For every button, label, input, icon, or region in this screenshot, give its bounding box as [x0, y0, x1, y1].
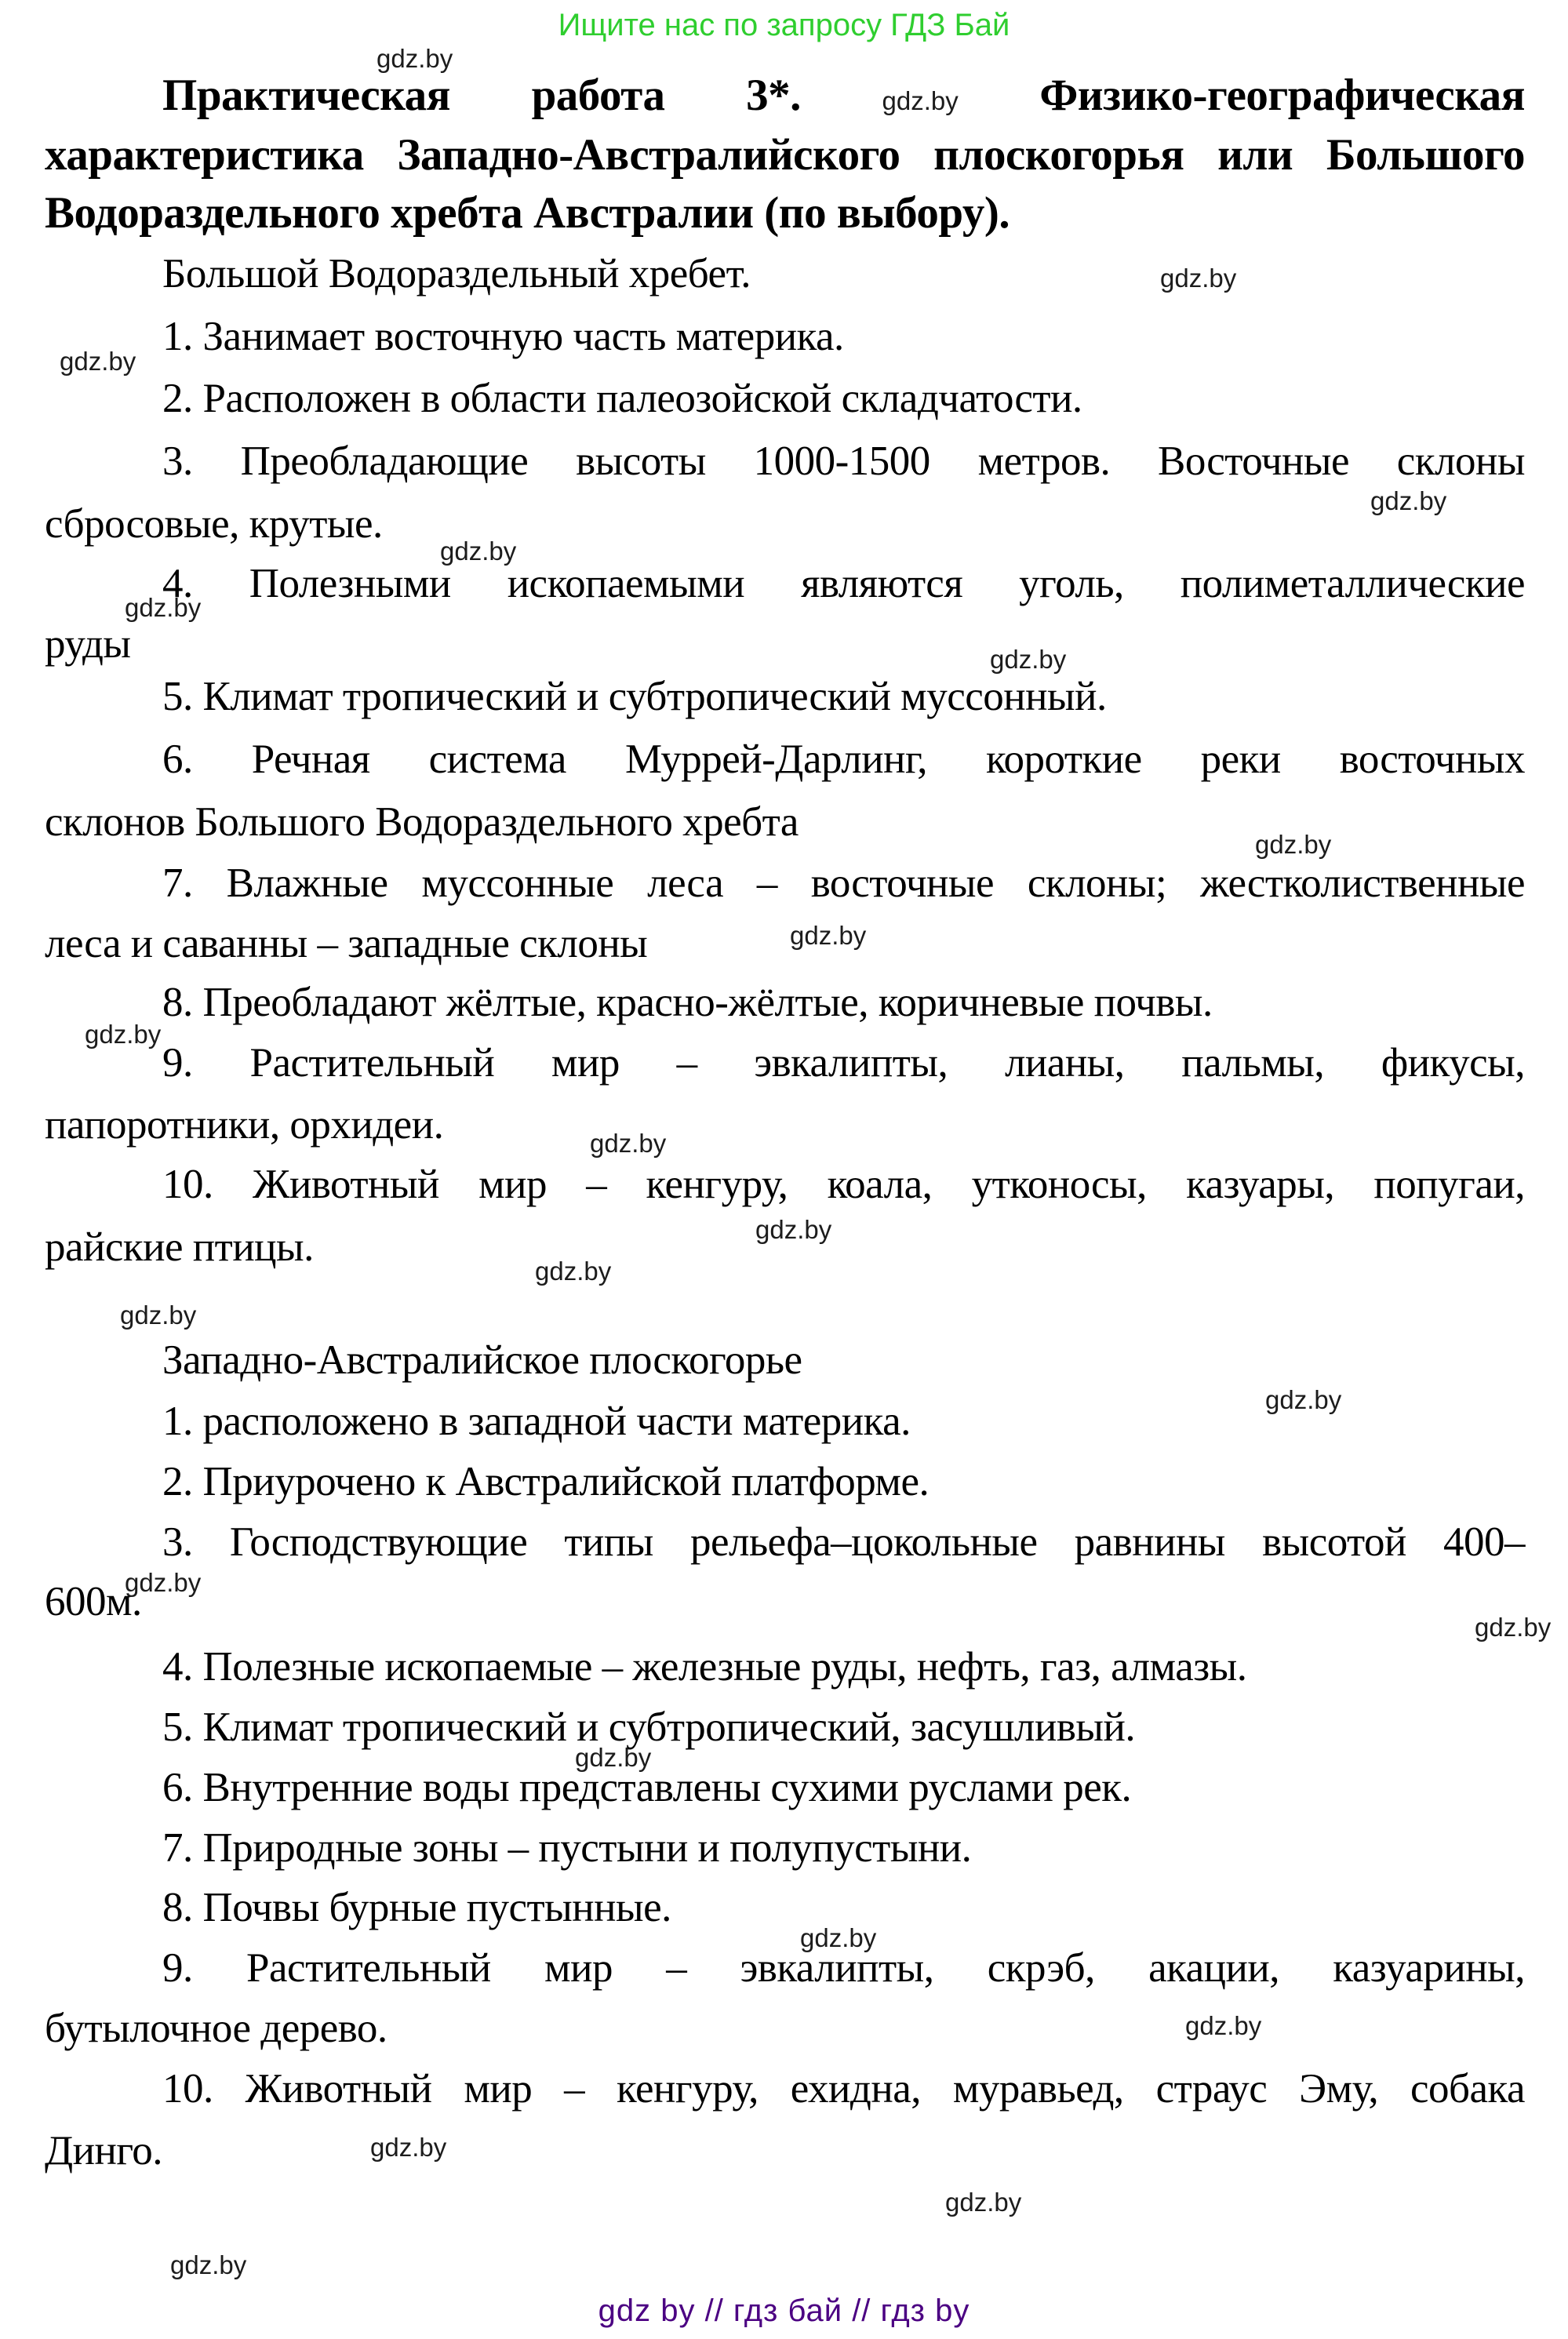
- watermark: gdz.by: [990, 645, 1067, 674]
- text-line: склонов Большого Водораздельного хребта: [45, 799, 799, 845]
- text-line: 3. Преобладающие высоты 1000-1500 метров. Восточные склоны: [162, 438, 1525, 484]
- promo-footer: gdz by // гдз бай // гдз by: [598, 2294, 970, 2328]
- text-line: 6. Речная система Муррей-Дарлинг, короткие реки восточных: [162, 737, 1525, 782]
- text-line: Динго.: [45, 2128, 163, 2173]
- watermark: gdz.by: [1185, 2011, 1262, 2040]
- text-line: 7. Природные зоны – пустыни и полупустыни.: [162, 1825, 972, 1871]
- watermark: gdz.by: [1475, 1613, 1552, 1642]
- text-line: 7. Влажные муссонные леса – восточные склоны; жестколиственные: [162, 860, 1525, 906]
- text-line: 4. Полезные ископаемые – железные руды, нефть, газ, алмазы.: [162, 1644, 1247, 1690]
- text-line: 4. Полезными ископаемыми являются уголь, полиметаллические: [162, 561, 1525, 606]
- text-line: 3. Господствующие типы рельефа–цокольные равнины высотой 400–: [162, 1519, 1525, 1565]
- watermark: gdz.by: [1160, 264, 1237, 293]
- watermark: gdz.by: [1255, 830, 1332, 859]
- watermark: gdz.by: [755, 1215, 832, 1244]
- watermark: gdz.by: [440, 537, 517, 566]
- text-line: 8. Почвы бурные пустынные.: [162, 1885, 671, 1930]
- text-line: сбросовые, крутые.: [45, 501, 383, 547]
- text-line: 8. Преобладают жёлтые, красно-жёлтые, коричневые почвы.: [162, 980, 1213, 1025]
- text-line: [45, 72, 1525, 119]
- text-run: Практическая работа 3*.: [162, 71, 801, 120]
- text-line: бутылочное дерево.: [45, 2006, 387, 2051]
- watermark: gdz.by: [377, 44, 453, 73]
- text-line: 9. Растительный мир – эвкалипты, скрэб, акации, казуарины,: [162, 1945, 1525, 1991]
- watermark: gdz.by: [800, 1923, 877, 1952]
- text-line: 10. Животный мир – кенгуру, коала, утконосы, казуары, попугаи,: [162, 1162, 1525, 1207]
- watermark: gdz.by: [575, 1743, 652, 1772]
- watermark: gdz.by: [590, 1129, 667, 1158]
- text-line: папоротники, орхидеи.: [45, 1102, 444, 1148]
- text-line: руды: [45, 621, 131, 667]
- text-line: Большой Водораздельный хребет.: [162, 251, 751, 296]
- text-line: 10. Животный мир – кенгуру, ехидна, муравьед, страус Эму, собака: [162, 2066, 1525, 2112]
- watermark: gdz.by: [1265, 1385, 1342, 1414]
- watermark: gdz.by: [1370, 486, 1447, 515]
- text-line: 5. Климат тропический и субтропический, засушливый.: [162, 1704, 1136, 1750]
- text-line: 5. Климат тропический и субтропический муссонный.: [162, 674, 1107, 719]
- text-line: 2. Приурочено к Австралийской платформе.: [162, 1459, 930, 1504]
- text-line: характеристика Западно-Австралийского плоскогорья или Большого: [45, 130, 1525, 180]
- watermark: gdz.by: [882, 86, 959, 115]
- text-line: 1. Занимает восточную часть материка.: [162, 314, 844, 359]
- watermark: gdz.by: [945, 2188, 1022, 2217]
- text-line: леса и саванны – западные склоны: [45, 921, 648, 966]
- watermark: gdz.by: [125, 1568, 202, 1597]
- text-line: 2. Расположен в области палеозойской складчатости.: [162, 376, 1082, 421]
- watermark: gdz.by: [60, 347, 136, 376]
- text-line: Западно-Австралийское плоскогорье: [162, 1337, 802, 1383]
- text-run: Физико-географическая: [1039, 71, 1526, 120]
- text-line: 9. Растительный мир – эвкалипты, лианы, пальмы, фикусы,: [162, 1040, 1525, 1086]
- watermark: gdz.by: [170, 2250, 247, 2279]
- text-line: 1. расположено в западной части материка.: [162, 1399, 911, 1444]
- promo-header: Ищите нас по запросу ГДЗ Бай: [558, 8, 1010, 42]
- watermark: gdz.by: [85, 1020, 162, 1049]
- watermark: gdz.by: [125, 593, 202, 622]
- text-line: райские птицы.: [45, 1224, 314, 1270]
- text-line: 6. Внутренние воды представлены сухими руслами рек.: [162, 1765, 1132, 1810]
- watermark: gdz.by: [790, 921, 867, 950]
- watermark: gdz.by: [120, 1300, 197, 1330]
- watermark: gdz.by: [535, 1257, 612, 1286]
- text-line: Водораздельного хребта Австралии (по выбору).: [45, 188, 1010, 238]
- text-line: 600м.: [45, 1579, 142, 1624]
- watermark: gdz.by: [370, 2133, 447, 2162]
